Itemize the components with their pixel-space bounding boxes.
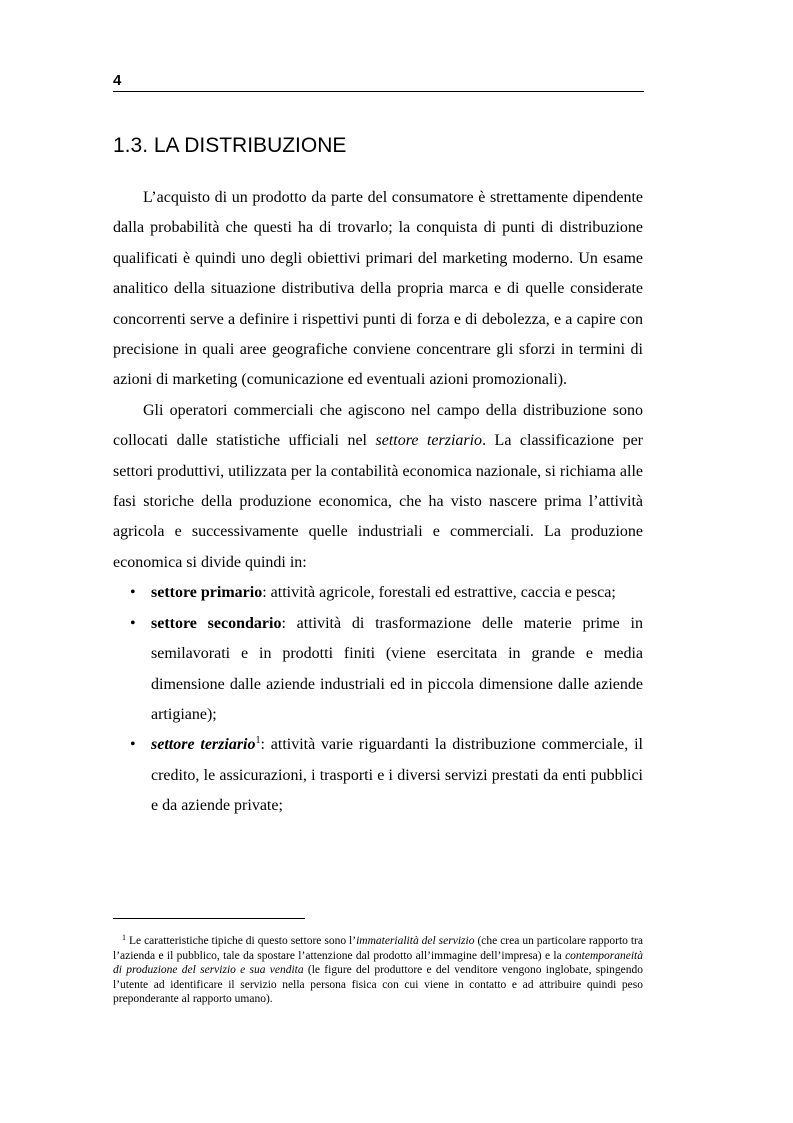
emphasis-settore-terziario: settore terziario [375,432,483,450]
footnote-rule [113,918,305,919]
footnote-mark: 1 [122,933,126,942]
footnote-emphasis: immaterialità del servizio [356,935,475,947]
bullet-icon: • [130,614,136,632]
list-item-term: settore secondario [151,614,282,632]
list-item-term: settore primario [151,584,263,602]
footnote-text: (le figure del produttore e del venditore vengono inglobate, spingendo l’utente ad identificare il servizio nella persona fisica con cui viene in contatto e ad attribuire quindi peso preponderante al rapporto umano). [113,964,643,1005]
footnote-text: Le caratteristiche tipiche di questo settore sono l’ [126,935,357,947]
paragraph-distribution-intro: L’acquisto di un prodotto da parte del consumatore è strettamente dipendente dalla probabilità che questi ha di trovarlo; la conquista di punti di distribuzione qualificati è quindi uno degli obiettivi primari del marketing moderno. Un esame analitico della situazione distributiva della propria marca e di quelle considerate concorrenti serve a definire i rispettivi punti di forza e di debolezza, e a capire con precisione in quali aree geografiche conviene concentrare gli sforzi in termini di azioni di marketing (comunicazione ed eventuali azioni promozionali). [113,189,643,389]
paragraph-sectors-intro [113,396,643,578]
list-item-settore-secondario [113,609,643,731]
footnote-emphasis: contemporaneità di produzione del servizio e sua vendita [113,949,643,976]
body-text [113,183,643,822]
footnote-reference[interactable]: 1 [255,735,261,747]
list-item-text: : attività di trasformazione delle materie prime in semilavorati e in prodotti finiti (viene esercitata in grande e media dimensione dalle aziende industriali ed in piccola dimensione dalle aziende artigiane); [151,614,643,723]
list-item-text: : attività agricole, forestali ed estrattive, caccia e pesca; [262,584,616,602]
footnote [113,931,643,1007]
page-number: 4 [113,72,122,89]
section-title: 1.3. LA DISTRIBUZIONE [113,134,347,157]
paragraph-text: . La classificazione per settori produttivi, utilizzata per la contabilità economica nazionale, si richiama alle fasi storiche della produzione economica, che ha visto nascere prima l’attività agricola e successivamente quelle industriali e commerciali. La produzione economica si divide quindi in: [113,432,643,571]
header-rule [113,91,644,92]
list-item-settore-primario [113,578,643,608]
sector-list [113,578,643,821]
list-item-text: : attività varie riguardanti la distribuzione commerciale, il credito, le assicurazioni, i trasporti e i diversi servizi prestati da enti pubblici e da aziende private; [151,736,643,815]
list-item-settore-terziario [113,730,643,821]
paragraph-text: Gli operatori commerciali che agiscono nel campo della distribuzione sono collocati dalle statistiche ufficiali nel [113,401,643,450]
bullet-icon: • [130,736,136,754]
list-item-term [151,736,256,753]
footnote-text: (che crea un particolare rapporto tra l’azienda e il pubblico, tale da spostare l’attenzione dal prodotto all’immagine dell’impresa) e la [113,935,643,962]
list-item-term-italic: settore terziario [151,736,256,754]
bullet-icon: • [130,584,136,602]
